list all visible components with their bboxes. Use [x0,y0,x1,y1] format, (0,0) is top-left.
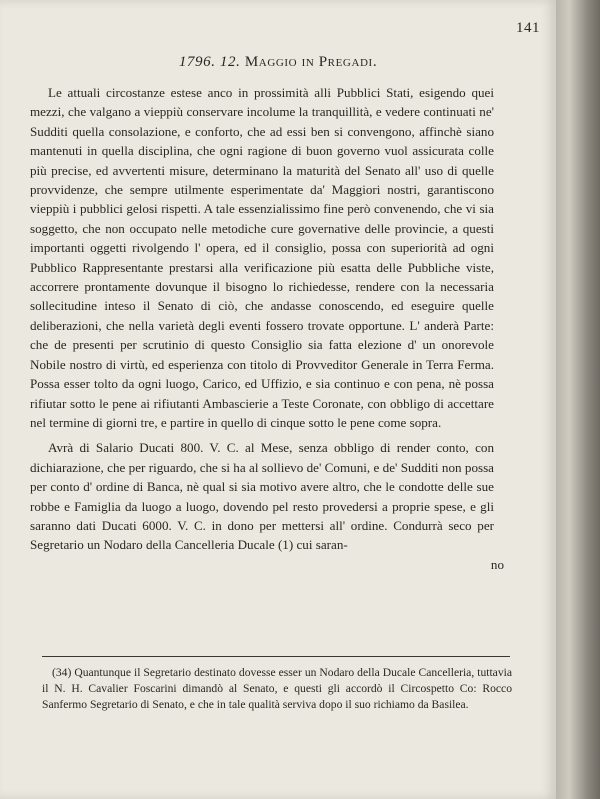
page-number: 141 [516,20,540,36]
running-head-title: Maggio in Pregadi. [244,54,378,70]
running-head-date: 1796. 12. [178,54,241,70]
catchword: no [490,556,504,572]
paragraph-1: Le attuali circostanze estese anco in prossimità alli Pubblici Stati, esigendo quei mezzi, che valgano a vieppiù conservare incolume la tranquillità, e vedere continuati ne' Sudditi quella consolazione, e conforto, che ad essi ben si convengono, affinchè siano mantenuti in quella disciplina, che ogni ragione di buon governo vuol assicurata colle più precise, ed avvertenti misure, determinano la maturità del Senato all' uso di quelle provvidenze, che sempre utilmente esperimentate da' Maggiori nostri, garantiscono vieppiù i pubblici gelosi rispetti. A tale essenzialissimo fine però convenendo, che vi sia soggetto, che non occupato nelle metodiche cure governative delle provincie, a questi importanti oggetti rivolgendo l' opera, ed il consiglio, possa con superiorità ad ogni Pubblico Rappresentante prestarsi alla verificazione più esatta delle Pubbliche viste, accorrere prontamente dovunque il bisogno lo richiedesse, rendere con la necessaria sollecitudine inteso il Senato di ciò, che andasse conoscendo, ed eseguire quelle deliberazioni, che nella varietà degli eventi fossero trovate opportune. L' anderà Parte: che de presenti per scrutinio di questo Consiglio sia fatta elezione d' un onorevole Nobile nostro di virtù, ed esperienza con titolo di Provveditor Generale in Terra Ferma. Possa esser tolto da ogni luogo, Carico, ed Uffizio, e sia continuo e con pena, nè possa rifiutar sotto le pene ai rifiutanti Ambascierie a Teste Coronate, con obbligo di accettare nel termine di giorni tre, e partire in quello di cinque sotto le pene come sopra. [30,85,494,430]
body-text [30,83,504,574]
paragraph-2: Avrà di Salario Ducati 800. V. C. al Mese, senza obbligo di render conto, con dichiarazione, che per riguardo, che si ha al sollievo de' Comuni, e de' Sudditi non possa per conto d' ordine di Banca, nè qual si sia motivo avere altro, che le condotte delle sue robbe e Famiglia da luogo a luogo, dovendo pel resto provedersi a proprie spese, e gli saranno dati Ducati 6000. V. C. in dono per mettersi all' ordine. Condurrà seco per Segretario un Nodaro della Cancelleria Ducale (1) cui saran- [30,440,494,553]
footnote-text: (34) Quantunque il Segretario destinato dovesse esser un Nodaro della Ducale Cancelleria, tuttavia il N. H. Cavalier Foscarini dimandò al Senato, e questi gli accordò il Circospetto Co: Rocco Sanfermo Segretario di Senato, e che in tale qualità serviva dopo il suo richiamo da Basilea. [42,666,512,712]
running-head [0,54,556,71]
book-binding-edge [556,0,600,799]
footnote-divider [42,656,510,657]
footnote [42,665,512,714]
